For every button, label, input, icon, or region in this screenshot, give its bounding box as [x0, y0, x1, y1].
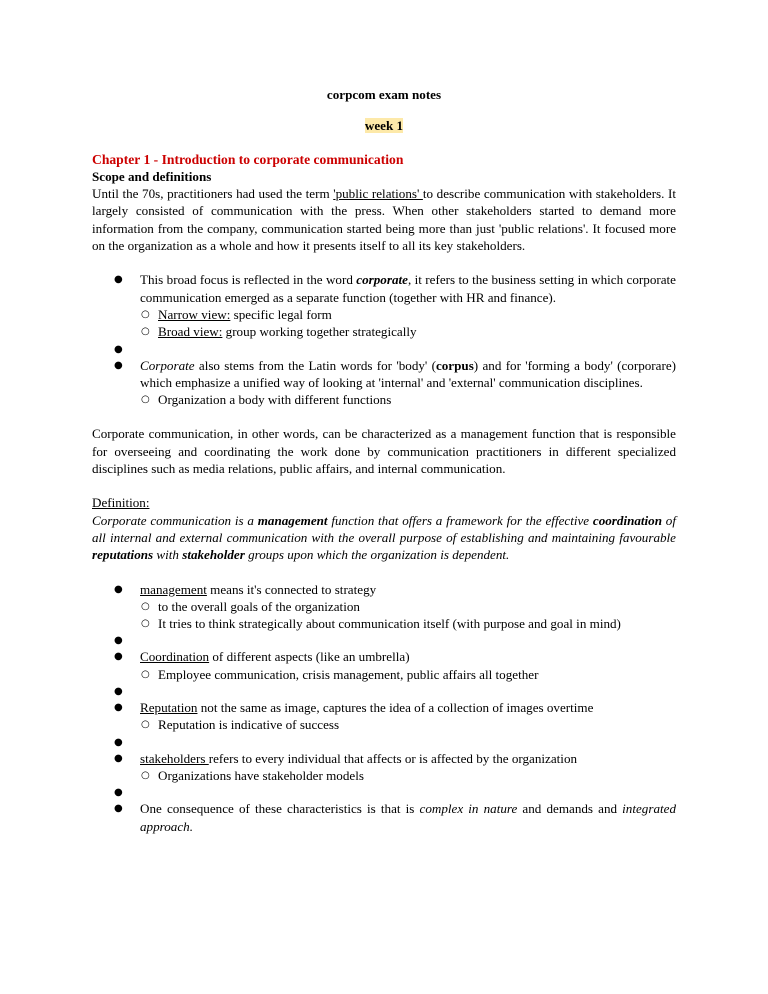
- sub-point-models: ○ Organizations have stakeholder models: [140, 767, 676, 784]
- sub-point-aspects: ○ Employee communication, crisis management, public affairs all together: [140, 666, 676, 683]
- point-consequence: ● One consequence of these characteristics is that is complex in nature and demands and integrated approach.: [92, 800, 676, 835]
- week-label: week 1: [364, 118, 404, 134]
- bullet-corporate-latin: ● Corporate also stems from the Latin words for 'body' (corpus) and for 'forming a body' (corporare) which emphasize a unified way of looking at 'internal' and 'external' communication disciplines. ○ Organization a body with different functions: [92, 357, 676, 409]
- section-heading: Scope and definitions: [92, 168, 212, 184]
- sub-point-success: ○ Reputation is indicative of success: [140, 716, 676, 733]
- chapter-heading: Chapter 1 - Introduction to corporate communication: [92, 151, 404, 167]
- definition-points: [92, 581, 676, 835]
- doc-title: corpcom exam notes: [326, 87, 442, 102]
- sub-bullet-narrow-view: ○ Narrow view: specific legal form: [140, 306, 676, 323]
- point-stakeholders: ● stakeholders refers to every individual that affects or is affected by the organization ○ Organizations have stakeholder models: [92, 750, 676, 785]
- sub-point-strategy: ○ It tries to think strategically about communication itself (with purpose and goal in mind): [140, 615, 676, 632]
- definition-text: Corporate communication is a management function that offers a framework for the effective coordination of all internal and external communication with the overall purpose of establishing and maintaining favourable reputations with stakeholder groups upon which the organization is dependent.: [92, 512, 676, 563]
- document-page: [92, 86, 676, 835]
- sub-bullet-organization-body: ○ Organization a body with different functions: [140, 391, 676, 408]
- point-coordination: ● Coordination of different aspects (like an umbrella) ○ Employee communication, crisis management, public affairs all together: [92, 648, 676, 683]
- sub-point-goals: ○ to the overall goals of the organization: [140, 598, 676, 615]
- summary-paragraph: Corporate communication, in other words, can be characterized as a management function that is responsible for overseeing and coordinating the work done by communication practitioners in different specialized disciplines such as media relations, public affairs, and internal communication.: [92, 426, 676, 477]
- corporate-bullets: [92, 271, 676, 408]
- point-management: ● management means it's connected to strategy ○ to the overall goals of the organization ○ It tries to think strategically about communication itself (with purpose and goal in mind): [92, 581, 676, 633]
- bullet-corporate-focus: ● This broad focus is reflected in the word corporate, it refers to the business setting in which corporate communication emerged as a separate function (together with HR and finance). ○ Narrow view: specific legal form ○ Broad view: group working together strategically: [92, 271, 676, 340]
- definition-label: Definition:: [92, 495, 150, 511]
- week-heading: [92, 117, 676, 134]
- sub-bullet-broad-view: ○ Broad view: group working together strategically: [140, 323, 676, 340]
- term-public-relations: 'public relations': [333, 186, 423, 202]
- intro-paragraph: Until the 70s, practitioners had used the term 'public relations' to describe communication with stakeholders. It largely consisted of communication with the press. When other stakeholders started to demand more information from the company, communication started being more than just 'public relations'. It focused more on the organization as a whole and how it presents itself to all its key stakeholders.: [92, 186, 676, 254]
- point-reputation: ● Reputation not the same as image, captures the idea of a collection of images overtime ○ Reputation is indicative of success: [92, 699, 676, 734]
